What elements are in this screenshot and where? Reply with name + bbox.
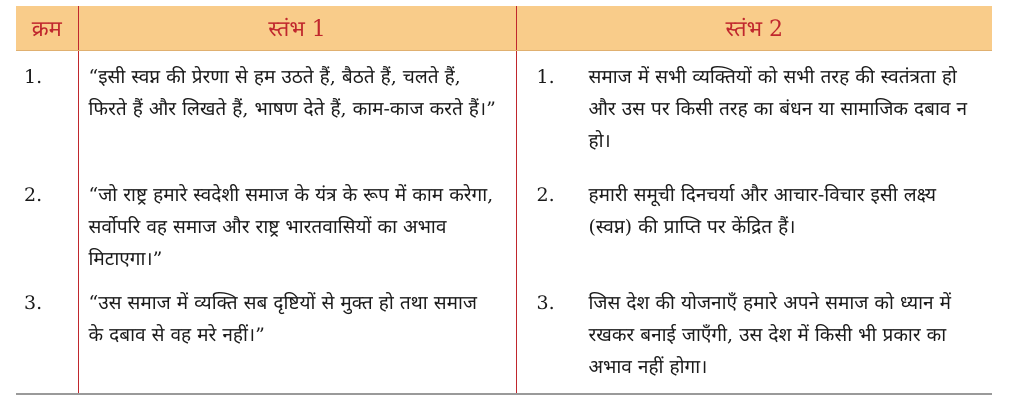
column-2-text: जिस देश की योजनाएँ हमारे अपने समाज को ध्यान में रखकर बनाई जाएँगी, उस देश में किसी भी प्रकार का अभाव नहीं होगा। [588, 292, 951, 379]
column-2-text: हमारी समूची दिनचर्या और आचार-विचार इसी लक्ष्य (स्वप्न) की प्राप्ति पर केंद्रित हैं। [588, 183, 937, 238]
table-row [16, 287, 992, 394]
header-column-1: स्तंभ 1 [78, 6, 516, 51]
column-2-number: 3. [536, 292, 555, 315]
column-2-cell [516, 51, 992, 179]
header-serial: क्रम [16, 6, 78, 51]
row-number: 3. [24, 292, 43, 315]
column-2-text: समाज में सभी व्यक्तियों को सभी तरह की स्वतंत्रता हो और उस पर किसी तरह का बंधन या सामाजिक दबाव न हो। [588, 66, 968, 152]
column-2-number: 1. [536, 66, 555, 88]
match-the-columns-table [16, 6, 992, 394]
table-bottom-rule [16, 393, 992, 395]
column-1-cell: “जो राष्ट्र हमारे स्वदेशी समाज के यंत्र के रूप में काम करेगा, सर्वोपरि वह समाज और राष्ट्र भारतवासियों का अभाव मिटाएगा।” [78, 179, 516, 288]
column-2-cell [516, 179, 992, 288]
table-row [16, 51, 992, 179]
table-header-row [16, 6, 992, 51]
row-number: 2. [24, 183, 43, 206]
column-2-cell [516, 287, 992, 394]
column-2-number: 2. [536, 183, 555, 206]
column-1-cell: “इसी स्वप्न की प्रेरणा से हम उठते हैं, बैठते हैं, चलते हैं, फिरते हैं और लिखते हैं, भाषण देते हैं, काम-काज करते हैं।” [78, 51, 516, 179]
column-1-cell: “उस समाज में व्यक्ति सब दृष्टियों से मुक्त हो तथा समाज के दबाव से वह मरे नहीं।” [78, 287, 516, 394]
table-row [16, 179, 992, 288]
header-column-2: स्तंभ 2 [516, 6, 992, 51]
row-number: 1. [24, 66, 43, 88]
